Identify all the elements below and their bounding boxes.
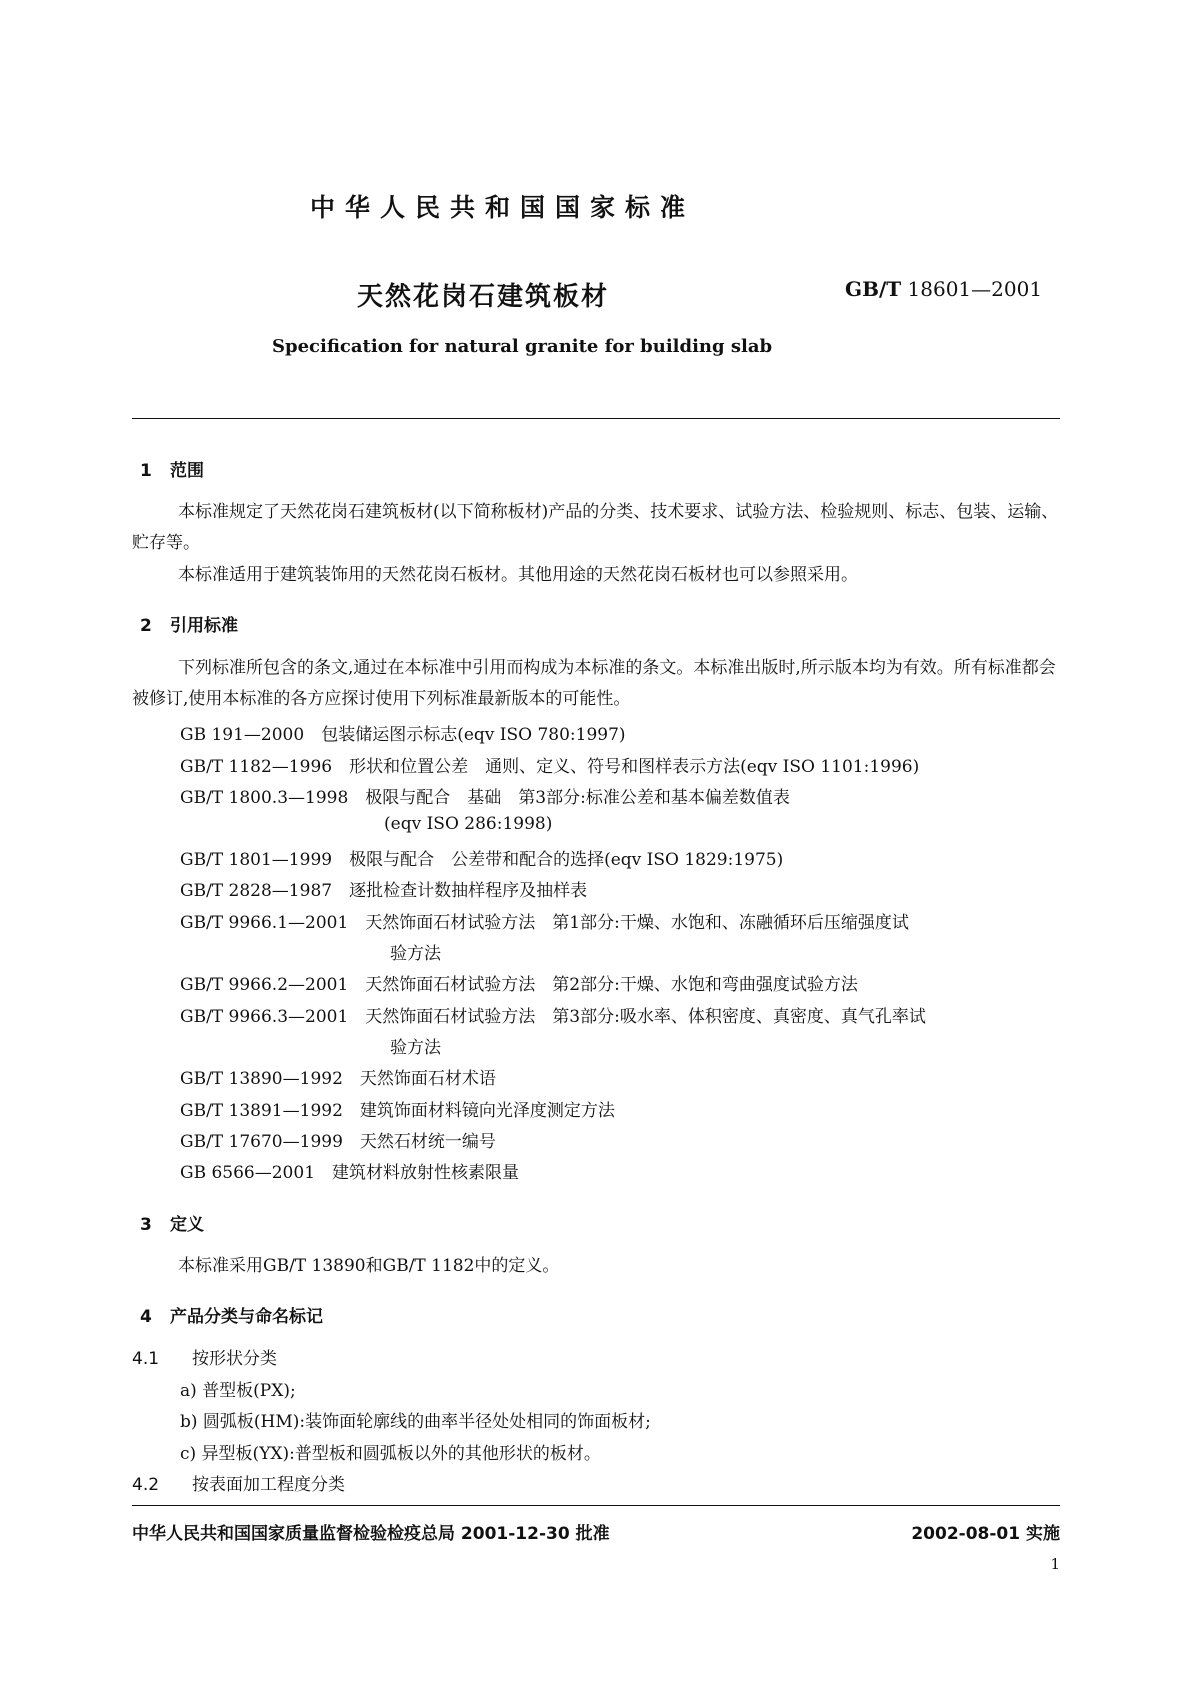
implementation-date: 2002-08-01 实施 bbox=[911, 1524, 1060, 1544]
reference-item-continuation: (eqv ISO 286:1998) bbox=[384, 814, 553, 834]
subsection-title: 按形状分类 bbox=[192, 1349, 277, 1369]
section-2-para-1: 下列标准所包含的条文,通过在本标准中引用而构成为本标准的条文。本标准出版时,所示版本均为有效。所有标准都会被修订,使用本标准的各方应探讨使用下列标准最新版本的可能性。 bbox=[132, 658, 1056, 709]
subsection-4-2-heading bbox=[132, 1470, 345, 1495]
header-divider bbox=[132, 418, 1060, 419]
list-item: c) 异型板(YX):普型板和圆弧板以外的其他形状的板材。 bbox=[180, 1444, 601, 1464]
subsection-4-1-heading bbox=[132, 1344, 277, 1369]
reference-item-continuation: 验方法 bbox=[390, 1038, 441, 1058]
section-number: 2 bbox=[140, 616, 152, 636]
page-number: 1 bbox=[1050, 1555, 1060, 1573]
standard-code-prefix: GB/T bbox=[845, 277, 902, 301]
list-item: a) 普型板(PX); bbox=[180, 1381, 296, 1401]
section-title: 引用标准 bbox=[170, 616, 238, 636]
reference-item: GB/T 9966.1—2001 天然饰面石材试验方法 第1部分:干燥、水饱和、冻融循环后压缩强度试 bbox=[180, 913, 909, 933]
section-number: 4 bbox=[140, 1307, 152, 1327]
subsection-number: 4.2 bbox=[132, 1475, 160, 1495]
reference-item: GB/T 1800.3—1998 极限与配合 基础 第3部分:标准公差和基本偏差数值表 bbox=[180, 788, 790, 808]
reference-item: GB/T 13890—1992 天然饰面石材术语 bbox=[180, 1069, 496, 1089]
reference-item: GB 191—2000 包装储运图示标志(eqv ISO 780:1997) bbox=[180, 725, 626, 745]
reference-item: GB/T 9966.3—2001 天然饰面石材试验方法 第3部分:吸水率、体积密度、真密度、真气孔率试 bbox=[180, 1007, 926, 1027]
section-3-para-1: 本标准采用GB/T 13890和GB/T 1182中的定义。 bbox=[178, 1256, 560, 1276]
footer-divider bbox=[132, 1505, 1060, 1506]
section-title: 产品分类与命名标记 bbox=[170, 1307, 323, 1327]
english-title: Specification for natural granite for building slab bbox=[272, 336, 773, 357]
section-1-heading bbox=[140, 456, 204, 481]
section-3-heading bbox=[140, 1210, 204, 1235]
standard-code-number: 18601—2001 bbox=[907, 277, 1043, 301]
reference-item: GB/T 17670—1999 天然石材统一编号 bbox=[180, 1132, 496, 1152]
approval-line: 中华人民共和国国家质量监督检验检疫总局 2001-12-30 批准 bbox=[132, 1524, 610, 1544]
reference-item: GB/T 1182—1996 形状和位置公差 通则、定义、符号和图样表示方法(eqv ISO 1101:1996) bbox=[180, 757, 920, 777]
subsection-number: 4.1 bbox=[132, 1349, 160, 1369]
section-4-heading bbox=[140, 1302, 323, 1327]
reference-item: GB/T 1801—1999 极限与配合 公差带和配合的选择(eqv ISO 1829:1975) bbox=[180, 850, 784, 870]
reference-item: GB/T 13891—1992 建筑饰面材料镜向光泽度测定方法 bbox=[180, 1101, 615, 1121]
section-title: 定义 bbox=[170, 1215, 204, 1235]
section-1-para-1: 本标准规定了天然花岗石建筑板材(以下简称板材)产品的分类、技术要求、试验方法、检验规则、标志、包装、运输、贮存等。 bbox=[132, 502, 1059, 553]
subsection-title: 按表面加工程度分类 bbox=[192, 1475, 345, 1495]
list-item: b) 圆弧板(HM):装饰面轮廓线的曲率半径处处相同的饰面板材; bbox=[180, 1412, 651, 1432]
section-2-heading bbox=[140, 611, 238, 636]
document-title: 天然花岗石建筑板材 bbox=[357, 282, 610, 312]
section-number: 3 bbox=[140, 1215, 152, 1235]
national-standard-heading: 中华人民共和国国家标准 bbox=[310, 193, 696, 222]
section-1-para-2: 本标准适用于建筑装饰用的天然花岗石板材。其他用途的天然花岗石板材也可以参照采用。 bbox=[178, 565, 858, 585]
reference-item: GB 6566—2001 建筑材料放射性核素限量 bbox=[180, 1163, 520, 1183]
reference-item-continuation: 验方法 bbox=[390, 944, 441, 964]
reference-item: GB/T 2828—1987 逐批检查计数抽样程序及抽样表 bbox=[180, 881, 588, 901]
section-number: 1 bbox=[140, 461, 152, 481]
section-title: 范围 bbox=[170, 461, 204, 481]
reference-item: GB/T 9966.2—2001 天然饰面石材试验方法 第2部分:干燥、水饱和弯曲强度试验方法 bbox=[180, 975, 858, 995]
standard-code bbox=[845, 277, 1042, 301]
